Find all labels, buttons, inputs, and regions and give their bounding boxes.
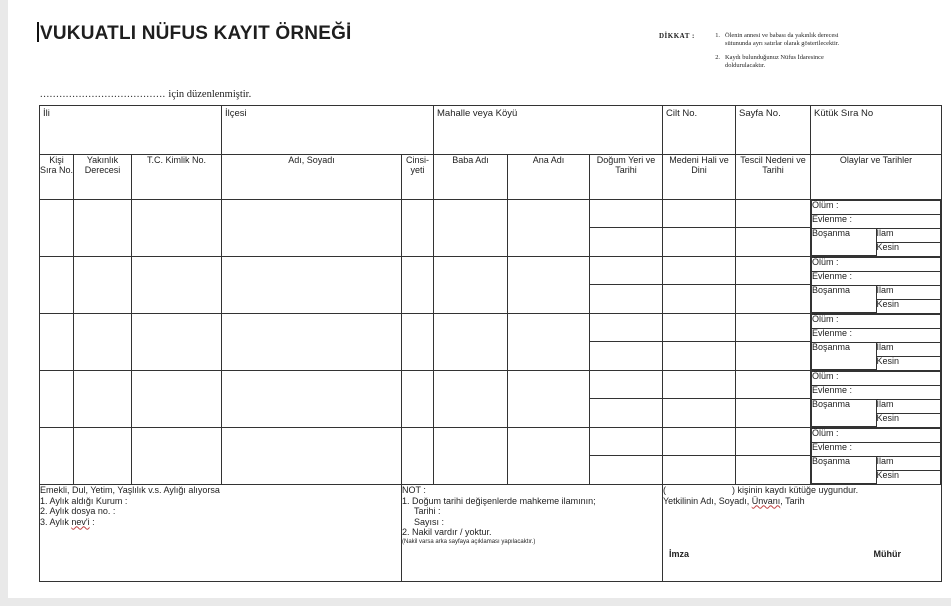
entry-cell[interactable] [402, 371, 434, 428]
entry-cell[interactable] [222, 428, 402, 485]
pension-heading: Emekli, Dul, Yetim, Yaşlılık v.s. Aylığı alıyorsa [40, 485, 220, 495]
official-info-suffix: , Tarih [780, 495, 805, 506]
prepared-for-line [40, 89, 251, 100]
entry-cell[interactable] [508, 257, 590, 314]
entry-cell[interactable] [590, 371, 663, 428]
entry-cell[interactable] [132, 314, 222, 371]
official-info [663, 496, 941, 507]
entry-cell[interactable] [74, 371, 132, 428]
pension-institution: 1. Aylık aldığı Kurum : [40, 495, 128, 506]
district-label: İlçesi [225, 108, 247, 119]
neighborhood-label: Mahalle veya Köyü [437, 108, 518, 119]
divorce-label: Boşanma [812, 285, 877, 312]
entry-cell[interactable] [590, 314, 663, 371]
entry-cell[interactable] [40, 314, 74, 371]
column-header: Yakınlık Derecesi [74, 155, 132, 200]
divorce-final-field[interactable]: Kesin [876, 470, 941, 483]
column-header: Medeni Hali ve Dini [663, 155, 736, 200]
death-field[interactable]: Ölüm : [812, 372, 941, 386]
marriage-field[interactable]: Evlenme : [812, 385, 941, 399]
divorce-ruling-field[interactable]: İlam [876, 456, 941, 470]
entry-cell[interactable] [222, 314, 402, 371]
pension-type-word: nev'i [71, 516, 90, 527]
death-field[interactable]: Ölüm : [812, 429, 941, 443]
entry-cell[interactable] [590, 428, 663, 485]
registry-order-cell[interactable] [811, 106, 942, 155]
province-cell[interactable] [40, 106, 222, 155]
person-block [40, 200, 942, 257]
note-date: Tarihi : [414, 506, 441, 516]
entry-cell[interactable] [40, 371, 74, 428]
column-header-row [40, 155, 942, 200]
neighborhood-cell[interactable] [434, 106, 663, 155]
note-section[interactable] [402, 485, 663, 582]
person-block [40, 314, 942, 371]
registry-table [39, 105, 942, 582]
entry-cell[interactable] [40, 257, 74, 314]
official-info-prefix: Yetkilinin Adı, Soyadı, [663, 495, 752, 506]
divorce-ruling-field[interactable]: İlam [876, 399, 941, 413]
column-header: T.C. Kimlik No. [132, 155, 222, 200]
entry-cell[interactable] [434, 257, 508, 314]
column-header: Baba Adı [434, 155, 508, 200]
marriage-field[interactable]: Evlenme : [812, 328, 941, 342]
column-header: Doğum Yeri ve Tarihi [590, 155, 663, 200]
entry-cell[interactable] [736, 314, 811, 371]
footer-row [40, 485, 942, 582]
official-title-word: Ünvanı [751, 495, 781, 506]
events-cell [811, 428, 942, 485]
events-cell [811, 314, 942, 371]
prepared-for-blank[interactable]: ....................................... [40, 89, 166, 100]
entry-cell[interactable] [663, 200, 736, 257]
divorce-final-field[interactable]: Kesin [876, 356, 941, 369]
column-header: Kişi Sıra No. [40, 155, 74, 200]
marriage-field[interactable]: Evlenme : [812, 442, 941, 456]
volume-label: Cilt No. [666, 108, 698, 119]
notice-item-1-line-2: sütununda ayrı satırlar olarak gösterilecektir. [725, 40, 840, 47]
window-left-edge [0, 0, 8, 606]
entry-cell[interactable] [434, 428, 508, 485]
pension-type-suffix: : [89, 516, 95, 527]
events-grid [811, 428, 941, 484]
pension-type-prefix: 3. Aylık [40, 516, 72, 527]
divorce-final-field[interactable]: Kesin [876, 299, 941, 312]
divorce-ruling-field[interactable]: İlam [876, 342, 941, 356]
entry-cell[interactable] [736, 428, 811, 485]
marriage-field[interactable]: Evlenme : [812, 214, 941, 228]
marriage-field[interactable]: Evlenme : [812, 271, 941, 285]
entry-cell[interactable] [508, 200, 590, 257]
entry-cell[interactable] [222, 371, 402, 428]
entry-cell[interactable] [434, 314, 508, 371]
death-field[interactable]: Ölüm : [812, 201, 941, 215]
entry-cell[interactable] [434, 371, 508, 428]
seal-label: Mühür [873, 549, 901, 559]
approval-section[interactable] [663, 485, 942, 582]
approval-paren: ( [663, 485, 666, 495]
entry-cell[interactable] [74, 200, 132, 257]
form-title [37, 22, 352, 45]
signature-label: İmza [669, 549, 690, 559]
column-header: Adı, Soyadı [222, 155, 402, 200]
entry-cell[interactable] [508, 428, 590, 485]
divorce-ruling-field[interactable]: İlam [876, 228, 941, 242]
pension-type [40, 517, 401, 528]
events-cell [811, 200, 942, 257]
entry-cell[interactable] [402, 428, 434, 485]
entry-cell[interactable] [590, 200, 663, 257]
person-block [40, 371, 942, 428]
entry-cell[interactable] [74, 257, 132, 314]
prepared-for-text: için düzenlenmiştir. [168, 89, 252, 100]
entry-cell[interactable] [402, 314, 434, 371]
entry-cell[interactable] [132, 428, 222, 485]
approval-statement [663, 485, 941, 496]
divorce-label: Boşanma [812, 399, 877, 426]
entry-cell[interactable] [663, 314, 736, 371]
entry-cell[interactable] [508, 314, 590, 371]
note-item-1: 1. Doğum tarihi değişenlerde mahkeme ilamının; [402, 495, 596, 506]
window-bottom-edge [0, 598, 951, 606]
divorce-final-field[interactable]: Kesin [876, 242, 941, 255]
volume-cell[interactable] [663, 106, 736, 155]
entry-cell[interactable] [663, 257, 736, 314]
text-cursor [37, 22, 39, 42]
events-grid [811, 257, 941, 313]
events-grid [811, 371, 941, 427]
notice-item-2-line-2: doldurulacaktır. [725, 62, 766, 69]
entry-cell[interactable] [222, 257, 402, 314]
notice-item-1-number: 1. [715, 32, 720, 39]
page-label: Sayfa No. [739, 108, 781, 119]
events-cell [811, 371, 942, 428]
notice-item-2-line-1: Kaydı bulunduğunuz Nüfus İdaresince [725, 54, 824, 61]
pension-section[interactable] [40, 485, 402, 582]
events-grid [811, 200, 941, 256]
notice-item-1-line-1: Ölenin annesi ve babası da yakınlık derecesi [725, 32, 839, 39]
district-cell[interactable] [222, 106, 434, 155]
entry-cell[interactable] [74, 314, 132, 371]
entry-cell[interactable] [736, 371, 811, 428]
note-heading: NOT : [402, 485, 426, 495]
entry-cell[interactable] [132, 200, 222, 257]
note-transfer-hint: (Nakil varsa arka sayfaya açıklaması yapılacaktır.) [402, 538, 536, 545]
person-block [40, 257, 942, 314]
notice-item-2-number: 2. [715, 54, 720, 61]
province-label: İli [43, 108, 50, 119]
entry-cell[interactable] [40, 428, 74, 485]
entry-cell[interactable] [663, 428, 736, 485]
divorce-final-field[interactable]: Kesin [876, 413, 941, 426]
entry-cell[interactable] [222, 200, 402, 257]
entry-cell[interactable] [590, 257, 663, 314]
entry-cell[interactable] [736, 200, 811, 257]
column-header: Ana Adı [508, 155, 590, 200]
form-title-text: VUKUATLI NÜFUS KAYIT ÖRNEĞİ [40, 23, 352, 44]
registry-order-label: Kütük Sıra No [814, 108, 874, 119]
entry-cell[interactable] [132, 257, 222, 314]
entry-cell[interactable] [434, 200, 508, 257]
notice-label: DİKKAT : [659, 32, 695, 40]
entry-cell[interactable] [402, 257, 434, 314]
approval-text: ) kişinin kaydı kütüğe uygundur. [732, 485, 859, 495]
pension-file-no: 2. Aylık dosya no. : [40, 506, 116, 516]
death-field[interactable]: Ölüm : [812, 315, 941, 329]
entry-cell[interactable] [74, 428, 132, 485]
column-header: Tescil Nedeni ve Tarihi [736, 155, 811, 200]
divorce-ruling-field[interactable]: İlam [876, 285, 941, 299]
events-grid [811, 314, 941, 370]
entry-cell[interactable] [132, 371, 222, 428]
entry-cell[interactable] [736, 257, 811, 314]
events-cell [811, 257, 942, 314]
divorce-label: Boşanma [812, 456, 877, 483]
page-cell[interactable] [736, 106, 811, 155]
entry-cell[interactable] [402, 200, 434, 257]
divorce-label: Boşanma [812, 228, 877, 255]
note-number: Sayısı : [414, 516, 445, 527]
divorce-label: Boşanma [812, 342, 877, 369]
entry-cell[interactable] [663, 371, 736, 428]
note-item-2: 2. Nakil vardır / yoktur. [402, 527, 492, 537]
entry-cell[interactable] [40, 200, 74, 257]
column-header: Olaylar ve Tarihler [811, 155, 942, 200]
death-field[interactable]: Ölüm : [812, 258, 941, 272]
person-block [40, 428, 942, 485]
entry-cell[interactable] [508, 371, 590, 428]
location-header-row [40, 106, 942, 155]
column-header: Cinsi-yeti [402, 155, 434, 200]
